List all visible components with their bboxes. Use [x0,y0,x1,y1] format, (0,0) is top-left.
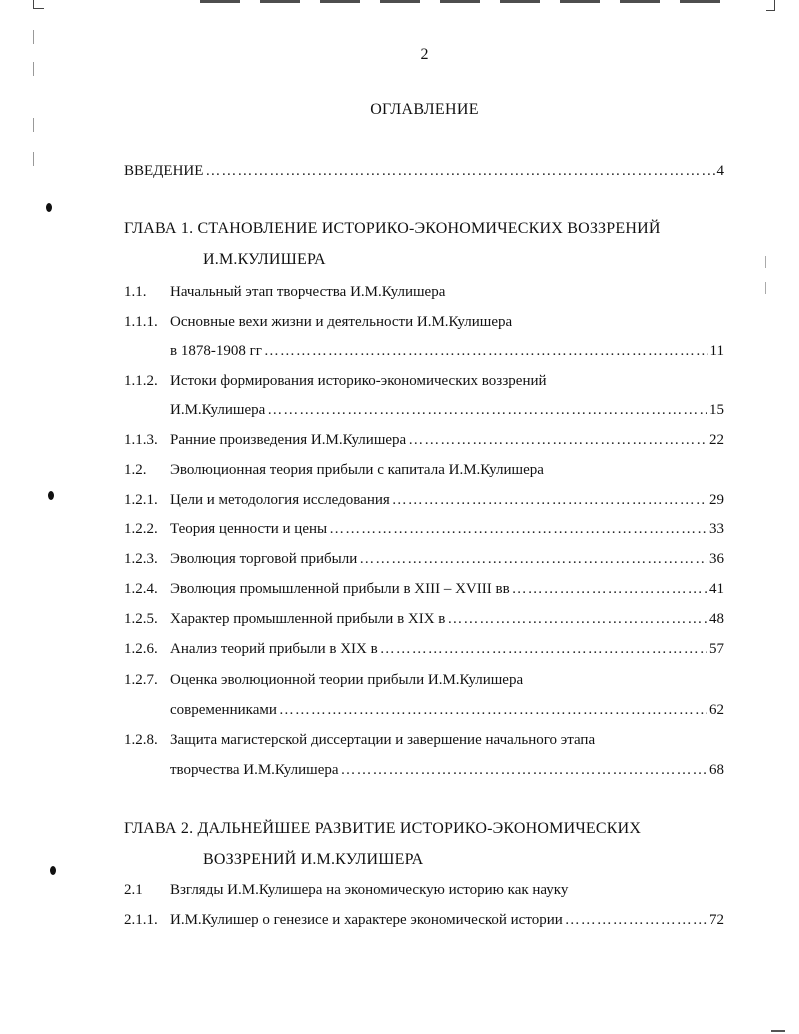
toc-page-number: 15 [709,402,724,418]
toc-section-number: 1.2.6. [124,641,158,657]
toc-entry-1-2-8-cont[interactable] [170,761,724,779]
toc-entry-1-2-1[interactable] [124,491,724,509]
toc-section-number: 1.1.2. [124,373,158,389]
chapter-1-heading-cont: И.М.КУЛИШЕРА [203,251,326,268]
toc-page-number: 57 [709,641,724,657]
toc-section-number: 1.1.1. [124,314,158,330]
toc-section-title: Анализ теорий прибыли в XIX в [170,641,378,657]
toc-entry-1-1-2-cont[interactable] [170,401,724,419]
toc-entry-title-cont: И.М.Кулишера [170,402,266,418]
toc-entry-title-cont: в 1878-1908 гг [170,343,262,359]
toc-entry-1-2-2[interactable] [124,520,724,538]
scan-mark [33,62,34,76]
scan-corner-left [33,0,44,9]
toc-section-title: Характер промышленной прибыли в XIX в [170,611,446,627]
scan-mark [765,282,766,294]
page-number: 2 [420,46,429,63]
scan-mark [33,118,34,132]
leader-dots [408,431,707,449]
toc-entry-1-2-8[interactable] [124,731,724,749]
leader-dots [359,550,707,568]
punch-hole [50,866,56,875]
punch-hole [46,203,52,212]
toc-entry-1-1-1[interactable] [124,313,724,331]
toc-section-title: Истоки формирования историко-экономических воззрений [170,373,547,389]
toc-section-1-1[interactable] [124,283,724,301]
toc-section-title: Основные вехи жизни и деятельности И.М.Кулишера [170,314,513,330]
toc-entry-1-2-3[interactable] [124,550,724,568]
toc-section-number: 1.2.3. [124,551,158,567]
toc-entry-title-cont: творчества И.М.Кулишера [170,762,339,778]
toc-entry-title: ВВЕДЕНИЕ [124,163,204,179]
punch-hole [48,491,54,500]
toc-section-2-1[interactable] [124,881,724,899]
leader-dots [380,640,707,658]
scan-mark [33,30,34,44]
leader-dots [205,162,714,180]
toc-section-number: 1.2.5. [124,611,158,627]
chapter-1-heading: ГЛАВА 1. СТАНОВЛЕНИЕ ИСТОРИКО-ЭКОНОМИЧЕСКИХ ВОЗЗРЕНИЙ [124,220,661,237]
toc-entry-1-2-7[interactable] [124,671,724,689]
scan-corner-right [766,0,775,11]
toc-section-number: 1.2.4. [124,581,158,597]
toc-entry-1-1-2[interactable] [124,372,724,390]
toc-section-title: Защита магистерской диссертации и завершение начального этапа [170,732,596,748]
toc-page-number: 72 [709,912,724,928]
toc-section-title: Эволюция торговой прибыли [170,551,358,567]
leader-dots [392,491,707,509]
toc-section-number: 1.1. [124,284,147,300]
toc-section-number: 1.2.7. [124,672,158,688]
toc-page-number: 48 [709,611,724,627]
toc-section-number: 1.2.8. [124,732,158,748]
scan-mark [771,1030,785,1032]
toc-page-number: 22 [709,432,724,448]
leader-dots [267,401,707,419]
toc-section-number: 2.1 [124,882,143,898]
toc-entry-title-cont: современниками [170,702,277,718]
leader-dots [264,342,708,360]
toc-entry-1-2-5[interactable] [124,610,724,628]
toc-page-number: 29 [709,492,724,508]
toc-section-title: Начальный этап творчества И.М.Кулишера [170,284,446,300]
toc-section-title: Цели и методология исследования [170,492,390,508]
toc-entry-intro[interactable] [124,162,724,180]
toc-page-number: 68 [709,762,724,778]
scan-mark [33,152,34,166]
toc-section-title: Эволюционная теория прибыли с капитала И.М.Кулишера [170,462,544,478]
toc-page-number: 36 [709,551,724,567]
toc-page-number: 11 [709,343,724,359]
scan-edge-top [200,0,720,3]
toc-section-title: Теория ценности и цены [170,521,328,537]
toc-section-number: 1.1.3. [124,432,158,448]
toc-page-number: 4 [716,163,724,179]
toc-page-number: 33 [709,521,724,537]
chapter-2-heading: ГЛАВА 2. ДАЛЬНЕЙШЕЕ РАЗВИТИЕ ИСТОРИКО-ЭКОНОМИЧЕСКИХ [124,820,642,837]
toc-section-number: 2.1.1. [124,912,158,928]
toc-entry-1-1-1-cont[interactable] [170,342,724,360]
toc-entry-1-2-7-cont[interactable] [170,701,724,719]
toc-page-number: 62 [709,702,724,718]
leader-dots [279,701,707,719]
toc-section-title: Оценка эволюционной теории прибыли И.М.Кулишера [170,672,524,688]
toc-section-number: 1.2. [124,462,147,478]
toc-section-title: Взгляды И.М.Кулишера на экономическую историю как науку [170,882,569,898]
toc-section-1-2[interactable] [124,461,724,479]
toc-section-number: 1.2.2. [124,521,158,537]
toc-entry-1-2-4[interactable] [124,580,724,598]
toc-section-title: Эволюция промышленной прибыли в XIII – XVIII вв [170,581,510,597]
toc-page-number: 41 [709,581,724,597]
toc-entry-2-1-1[interactable] [124,911,724,929]
toc-section-number: 1.2.1. [124,492,158,508]
chapter-2-heading-cont: ВОЗЗРЕНИЙ И.М.КУЛИШЕРА [203,851,424,868]
leader-dots [341,761,707,779]
toc-entry-1-1-3[interactable] [124,431,724,449]
toc-entry-1-2-6[interactable] [124,640,724,658]
leader-dots [447,610,707,628]
toc-section-title: Ранние произведения И.М.Кулишера [170,432,407,448]
toc-section-title: И.М.Кулишер о генезисе и характере экономической истории [170,912,563,928]
leader-dots [329,520,707,538]
page-title: ОГЛАВЛЕНИЕ [370,101,479,118]
leader-dots [512,580,707,598]
leader-dots [565,911,707,929]
